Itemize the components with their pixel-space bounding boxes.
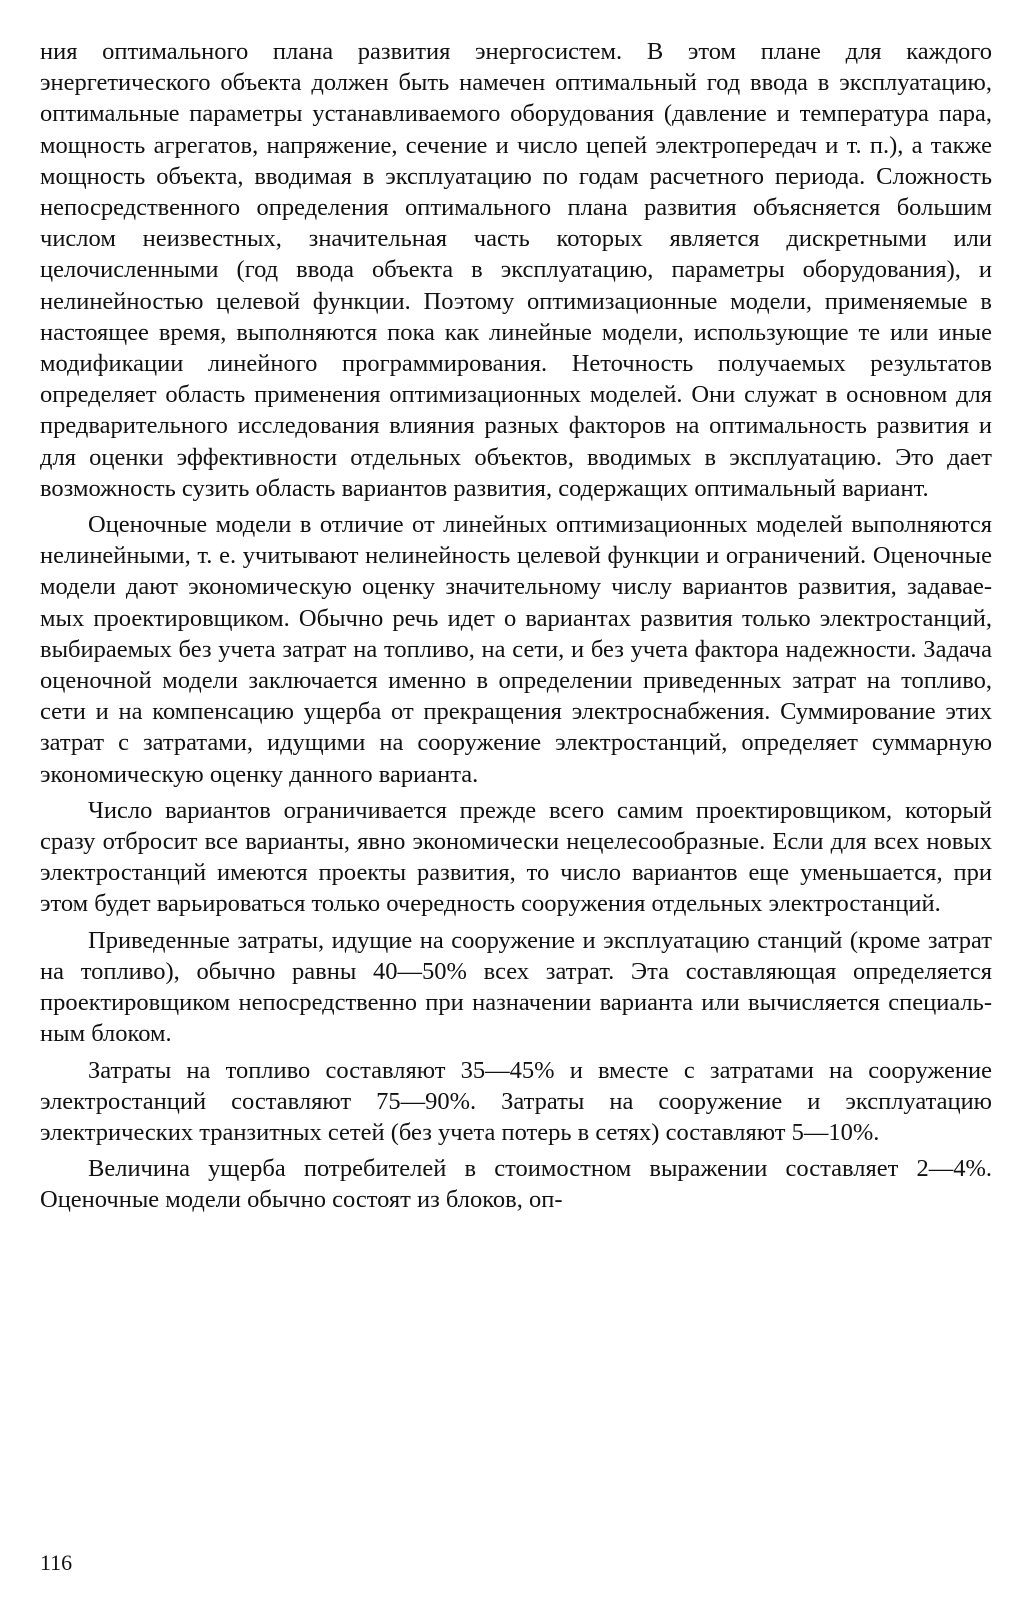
page-body: [40, 36, 992, 1216]
page-number: 116: [40, 1550, 73, 1575]
paragraph-1: ния оптимального плана развития энергосистем. В этом плане для каждого энергетического объекта должен быть намечен оптимальный год ввода в эксплуатацию, оптимальные параметры устанавливаемого оборудования (давление и температура пара, мощность агрегатов, напряжение, сечение и число цепей электропередач и т. п.), а также мощность объекта, вводимая в эксплуатацию по годам расчетного периода. Сложность непосредственного определения оптимального плана развития объясняется большим числом неизвестных, значительная часть которых является дискретными или целочисленными (год ввода объекта в эксплуатацию, параметры оборудования), и нелинейностью целевой функции. Поэтому оптимизационные модели, применяемые в настоящее время, выполняются пока как линейные модели, использующие те или иные модификации линейного программирования. Неточность получаемых результатов определяет область применения оптимизационных моделей. Они служат в основном для предварительного исследования влияния разных факторов на оптимальность развития и для оценки эффективности отдельных объектов, вводимых в эксплуатацию. Это дает возможность сузить область вариантов развития, содержащих оптимальный вариант.: [40, 38, 992, 502]
paragraph-4: Приведенные затраты, идущие на сооружение и эксплуатацию станций (кроме затрат на топливо), обычно равны 40—50% всех затрат. Эта составляющая определяется проектировщиком непосредственно при назначении варианта или вычисляется специальным блоком.: [40, 926, 992, 1048]
paragraph-6: Величина ущерба потребителей в стоимостном выражении составляет 2—4%. Оценочные модели обычно состоят из блоков, оп-: [40, 1155, 992, 1214]
paragraph-5: Затраты на топливо составляют 35—45% и вместе с затратами на сооружение электростанций составляют 75—90%. Затраты на сооружение и эксплуатацию электрических транзитных сетей (без учета потерь в сетях) составляют 5—10%.: [40, 1056, 992, 1146]
paragraph-2: Оценочные модели в отличие от линейных оптимизационных моделей выполняются нелинейными, т. е. учитывают нелинейность целевой функции и ограничений. Оценочные модели дают экономическую оценку значительному числу вариантов развития, задаваемых проектировщиком. Обычно речь идет о вариантах развития только электростанций, выбираемых без учета затрат на топливо, на сети, и без учета фактора надежности. Задача оценочной модели заключается именно в определении приведенных затрат на топливо, сети и на компенсацию ущерба от прекращения электроснабжения. Суммирование этих затрат с затратами, идущими на сооружение электростанций, определяет суммарную экономическую оценку данного варианта.: [40, 511, 992, 788]
paragraph-3: Число вариантов ограничивается прежде всего самим проектировщиком, который сразу отбросит все варианты, явно экономически нецелесообразные. Если для всех новых электростанций имеются проекты развития, то число вариантов еще уменьшается, при этом будет варьироваться только очередность сооружения отдельных электростанций.: [40, 796, 992, 918]
